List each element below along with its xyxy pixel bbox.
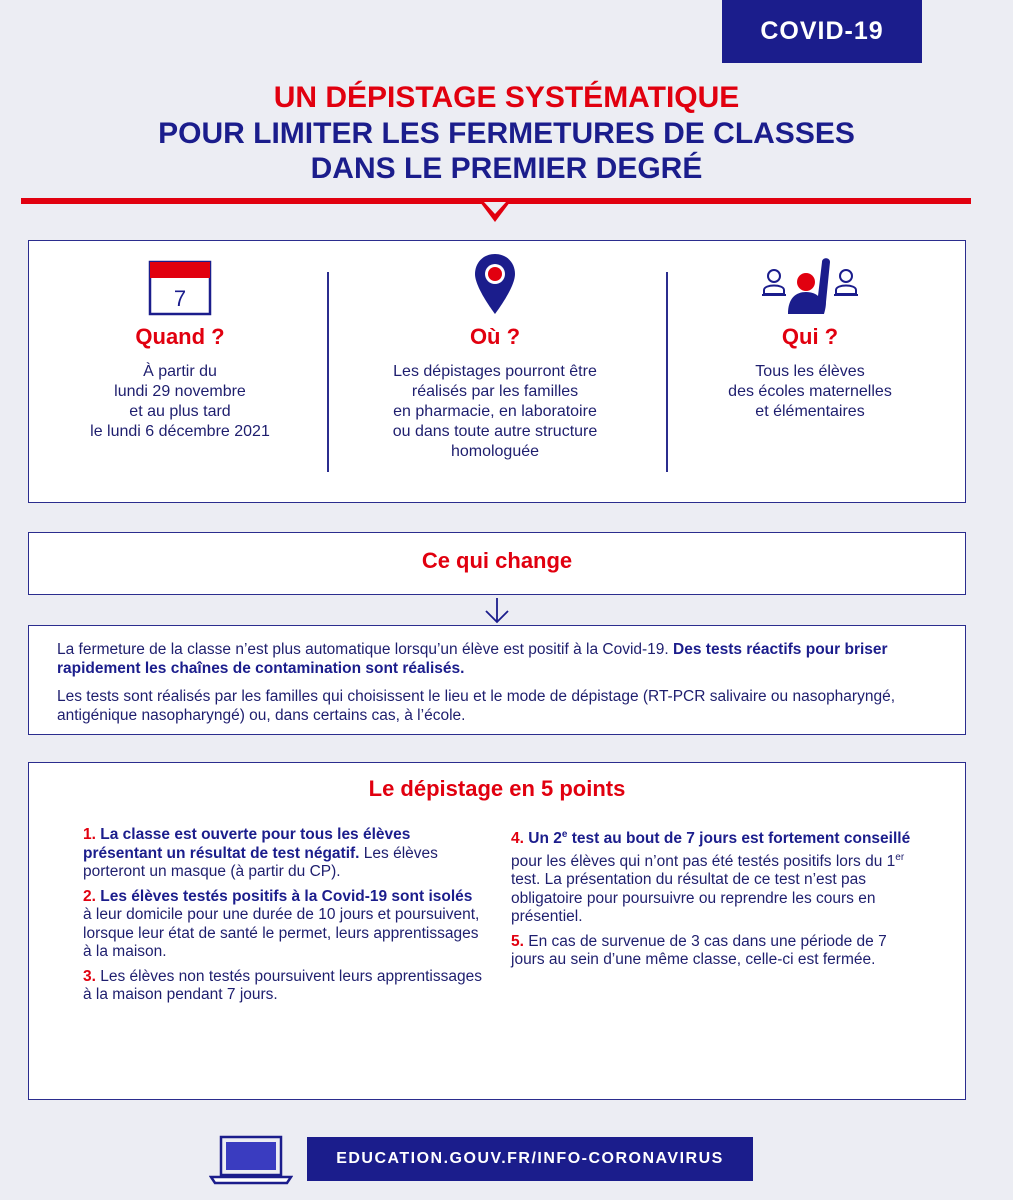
info-coronavirus-link[interactable]: EDUCATION.GOUV.FR/INFO-CORONAVIRUS [307,1137,753,1181]
arrow-down-icon [483,598,511,624]
who-heading: Qui ? [781,324,839,349]
divider-notch-icon [477,198,513,224]
covid-tag: COVID-19 [722,0,922,63]
column-divider-1 [327,272,329,472]
where-heading: Où ? [469,324,521,349]
where-text: Les dépistages pourront être réalisés par les familles en pharmacie, en laboratoire ou dans toute autre structure homologuée [392,363,598,460]
where-column [350,250,640,462]
point-1: 1. La classe est ouverte pour tous les élèves présentant un résultat de test négatif. Les élèves porteront un masque (à partir du CP). [83,826,438,880]
when-column [35,250,325,442]
laptop-icon [209,1135,293,1185]
points-right-column [511,826,921,976]
when-text: À partir du lundi 29 novembre et au plus tard le lundi 6 décembre 2021 [90,363,270,440]
who-text: Tous les élèves des écoles maternelles et élémentaires [728,363,892,420]
points-title: Le dépistage en 5 points [368,776,626,801]
point-2: 2. Les élèves testés positifs à la Covid-19 sont isolés à leur domicile pour une durée de 10 jours et poursuivent, lorsque leur état de santé le permet, leurs apprentissages à la maison. [83,887,480,960]
change-title: Ce qui change [421,548,573,573]
page-title [0,80,1013,186]
students-icon [760,252,860,316]
location-pin-icon [473,252,517,316]
point-3: 3. Les élèves non testés poursuivent leurs apprentissages à la maison pendant 7 jours. [83,967,482,1003]
change-paragraph-1: La fermeture de la classe n’est plus automatique lorsqu’un élève est positif à la Covid-19. Des tests réactifs pour briser rapidement les chaînes de contamination sont réalisés. [57,641,888,677]
change-paragraph-2: Les tests sont réalisés par les familles qui choisissent le lieu et le mode de dépistage (RT-PCR salivaire ou nasopharyngé, antigénique nasopharyngé) ou, dans certains cas, à l’école. [57,688,896,724]
when-heading: Quand ? [135,324,225,349]
calendar-icon [148,260,212,316]
points-left-column [83,826,483,1011]
point-5: 5. En cas de survenue de 3 cas dans une période de 7 jours au sein d’une même classe, celle-ci est fermée. [511,932,887,969]
title-line-2: POUR LIMITER LES FERMETURES DE CLASSES [158,117,855,150]
title-line-3: DANS LE PREMIER DEGRÉ [310,152,703,185]
who-column [665,250,955,422]
point-4: 4. Un 2e test au bout de 7 jours est fortement conseillé pour les élèves qui n’ont pas été testés positifs lors du 1er test. La présentation du résultat de ce test n’est pas obligatoire pour poursuivre ou reprendre les cours en présentiel. [511,829,911,926]
title-line-1: UN DÉPISTAGE SYSTÉMATIQUE [273,81,740,114]
calendar-day: 7 [173,286,187,311]
